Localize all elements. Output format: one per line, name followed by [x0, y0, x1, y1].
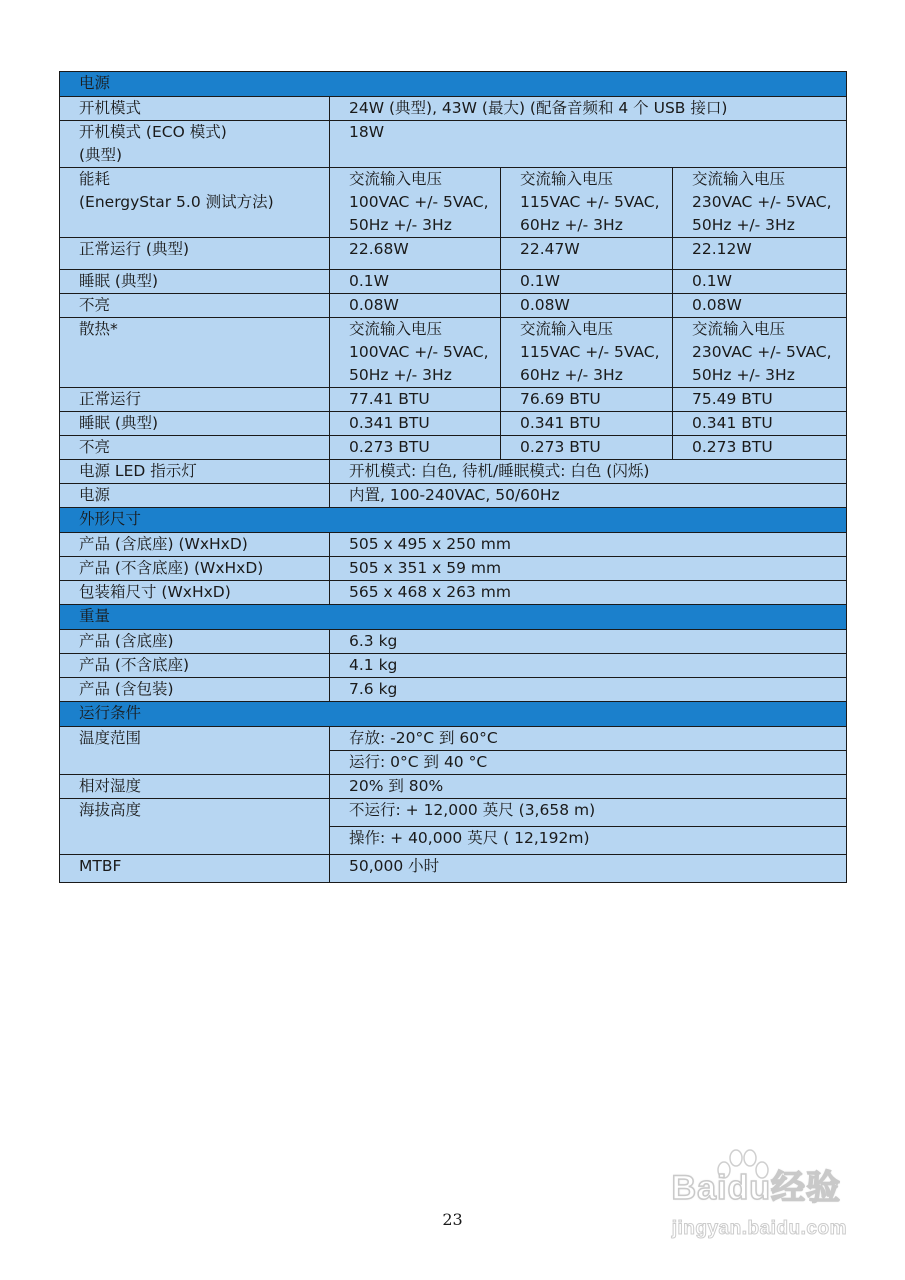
watermark-url: jingyan.baidu.com [671, 1218, 847, 1239]
spec-value: 运行: 0°C 到 40 °C [330, 751, 847, 775]
spec-label: 散热* [60, 318, 330, 388]
spec-label: 不亮 [60, 294, 330, 318]
spec-row-heat-sleep [60, 412, 847, 436]
spec-row-eco-mode [60, 121, 847, 168]
spec-row-heat-off [60, 436, 847, 460]
spec-label: 产品 (含底座) [60, 630, 330, 654]
spec-value: 22.47W [501, 238, 673, 270]
spec-label: 海拔高度 [60, 799, 330, 855]
spec-label: 包装箱尺寸 (WxHxD) [60, 581, 330, 605]
section-row-dimensions [60, 508, 847, 533]
spec-label-line: (典型) [79, 146, 123, 164]
spec-row-led [60, 460, 847, 484]
spec-value: 76.69 BTU [501, 388, 673, 412]
value-line: 230VAC +/- 5VAC, [692, 193, 832, 211]
spec-row-sleep-typical [60, 270, 847, 294]
spec-value-115vac [501, 318, 673, 388]
spec-row-dim-without-stand [60, 557, 847, 581]
spec-label [60, 168, 330, 238]
spec-row-off [60, 294, 847, 318]
spec-value: 0.1W [330, 270, 501, 294]
spec-label: 产品 (不含底座) [60, 654, 330, 678]
spec-value-115vac [501, 168, 673, 238]
spec-value: 77.41 BTU [330, 388, 501, 412]
section-row-power [60, 72, 847, 97]
spec-row-on-mode [60, 97, 847, 121]
value-line: 50Hz +/- 3Hz [349, 366, 452, 384]
spec-label-line: 能耗 [79, 170, 111, 188]
spec-row-dim-with-stand [60, 533, 847, 557]
spec-value: 0.08W [501, 294, 673, 318]
spec-value: 4.1 kg [330, 654, 847, 678]
spec-value: 505 x 495 x 250 mm [330, 533, 847, 557]
value-line: 230VAC +/- 5VAC, [692, 343, 832, 361]
spec-value: 0.273 BTU [501, 436, 673, 460]
value-line: 100VAC +/- 5VAC, [349, 193, 489, 211]
spec-row-dim-box [60, 581, 847, 605]
section-row-operating [60, 702, 847, 727]
value-line: 60Hz +/- 3Hz [520, 216, 623, 234]
spec-label [60, 121, 330, 168]
section-title-weight: 重量 [60, 605, 847, 630]
spec-value: 565 x 468 x 263 mm [330, 581, 847, 605]
spec-label: 开机模式 [60, 97, 330, 121]
spec-label: 睡眠 (典型) [60, 412, 330, 436]
spec-row-temperature [60, 727, 847, 751]
section-title-operating: 运行条件 [60, 702, 847, 727]
spec-value-230vac [673, 168, 847, 238]
spec-value: 0.08W [330, 294, 501, 318]
value-line: 交流输入电压 [349, 320, 443, 338]
spec-label: 正常运行 [60, 388, 330, 412]
spec-row-mtbf [60, 855, 847, 883]
value-line: 60Hz +/- 3Hz [520, 366, 623, 384]
spec-value: 75.49 BTU [673, 388, 847, 412]
spec-label: 睡眠 (典型) [60, 270, 330, 294]
spec-value: 0.273 BTU [330, 436, 501, 460]
spec-label: 温度范围 [60, 727, 330, 775]
value-line: 50Hz +/- 3Hz [692, 366, 795, 384]
spec-value: 22.12W [673, 238, 847, 270]
value-line: 115VAC +/- 5VAC, [520, 193, 660, 211]
spec-value: 不运行: + 12,000 英尺 (3,658 m) [330, 799, 847, 827]
spec-row-weight-without-stand [60, 654, 847, 678]
spec-label: 不亮 [60, 436, 330, 460]
value-line: 100VAC +/- 5VAC, [349, 343, 489, 361]
spec-label: 电源 [60, 484, 330, 508]
page-number: 23 [442, 1210, 463, 1229]
spec-row-consumption [60, 168, 847, 238]
spec-value: 存放: -20°C 到 60°C [330, 727, 847, 751]
spec-value: 0.1W [673, 270, 847, 294]
spec-value: 505 x 351 x 59 mm [330, 557, 847, 581]
spec-value: 0.341 BTU [673, 412, 847, 436]
baidu-watermark [642, 1148, 857, 1248]
spec-table [59, 71, 847, 883]
spec-value: 18W [330, 121, 847, 168]
spec-value-100vac [330, 168, 501, 238]
value-line: 50Hz +/- 3Hz [349, 216, 452, 234]
spec-value: 6.3 kg [330, 630, 847, 654]
spec-label: MTBF [60, 855, 330, 883]
spec-value: 0.08W [673, 294, 847, 318]
spec-value: 22.68W [330, 238, 501, 270]
spec-row-humidity [60, 775, 847, 799]
spec-label: 产品 (含包装) [60, 678, 330, 702]
spec-value: 0.341 BTU [330, 412, 501, 436]
spec-label-line: 开机模式 (ECO 模式) [79, 123, 227, 141]
spec-value-230vac [673, 318, 847, 388]
spec-value: 0.341 BTU [501, 412, 673, 436]
value-line: 交流输入电压 [692, 320, 786, 338]
section-title-dimensions: 外形尺寸 [60, 508, 847, 533]
spec-value: 开机模式: 白色, 待机/睡眠模式: 白色 (闪烁) [330, 460, 847, 484]
section-row-weight [60, 605, 847, 630]
spec-row-heat-normal [60, 388, 847, 412]
value-line: 交流输入电压 [520, 170, 614, 188]
spec-value: 50,000 小时 [330, 855, 847, 883]
value-line: 交流输入电压 [349, 170, 443, 188]
spec-label: 电源 LED 指示灯 [60, 460, 330, 484]
spec-label-line: (EnergyStar 5.0 测试方法) [79, 193, 274, 211]
spec-row-normal-typical [60, 238, 847, 270]
spec-row-weight-with-box [60, 678, 847, 702]
spec-value: 7.6 kg [330, 678, 847, 702]
spec-label: 产品 (不含底座) (WxHxD) [60, 557, 330, 581]
spec-value: 0.273 BTU [673, 436, 847, 460]
spec-label: 相对湿度 [60, 775, 330, 799]
spec-value: 20% 到 80% [330, 775, 847, 799]
spec-label: 产品 (含底座) (WxHxD) [60, 533, 330, 557]
spec-value: 内置, 100-240VAC, 50/60Hz [330, 484, 847, 508]
value-line: 50Hz +/- 3Hz [692, 216, 795, 234]
spec-row-weight-with-stand [60, 630, 847, 654]
spec-row-supply [60, 484, 847, 508]
spec-value: 操作: + 40,000 英尺 ( 12,192m) [330, 827, 847, 855]
spec-value: 24W (典型), 43W (最大) (配备音频和 4 个 USB 接口) [330, 97, 847, 121]
value-line: 115VAC +/- 5VAC, [520, 343, 660, 361]
spec-value-100vac [330, 318, 501, 388]
value-line: 交流输入电压 [520, 320, 614, 338]
value-line: 交流输入电压 [692, 170, 786, 188]
spec-label: 正常运行 (典型) [60, 238, 330, 270]
section-title-power: 电源 [60, 72, 847, 97]
watermark-logo: Baidu经验 [671, 1169, 841, 1207]
spec-row-altitude [60, 799, 847, 827]
spec-row-heat [60, 318, 847, 388]
spec-value: 0.1W [501, 270, 673, 294]
